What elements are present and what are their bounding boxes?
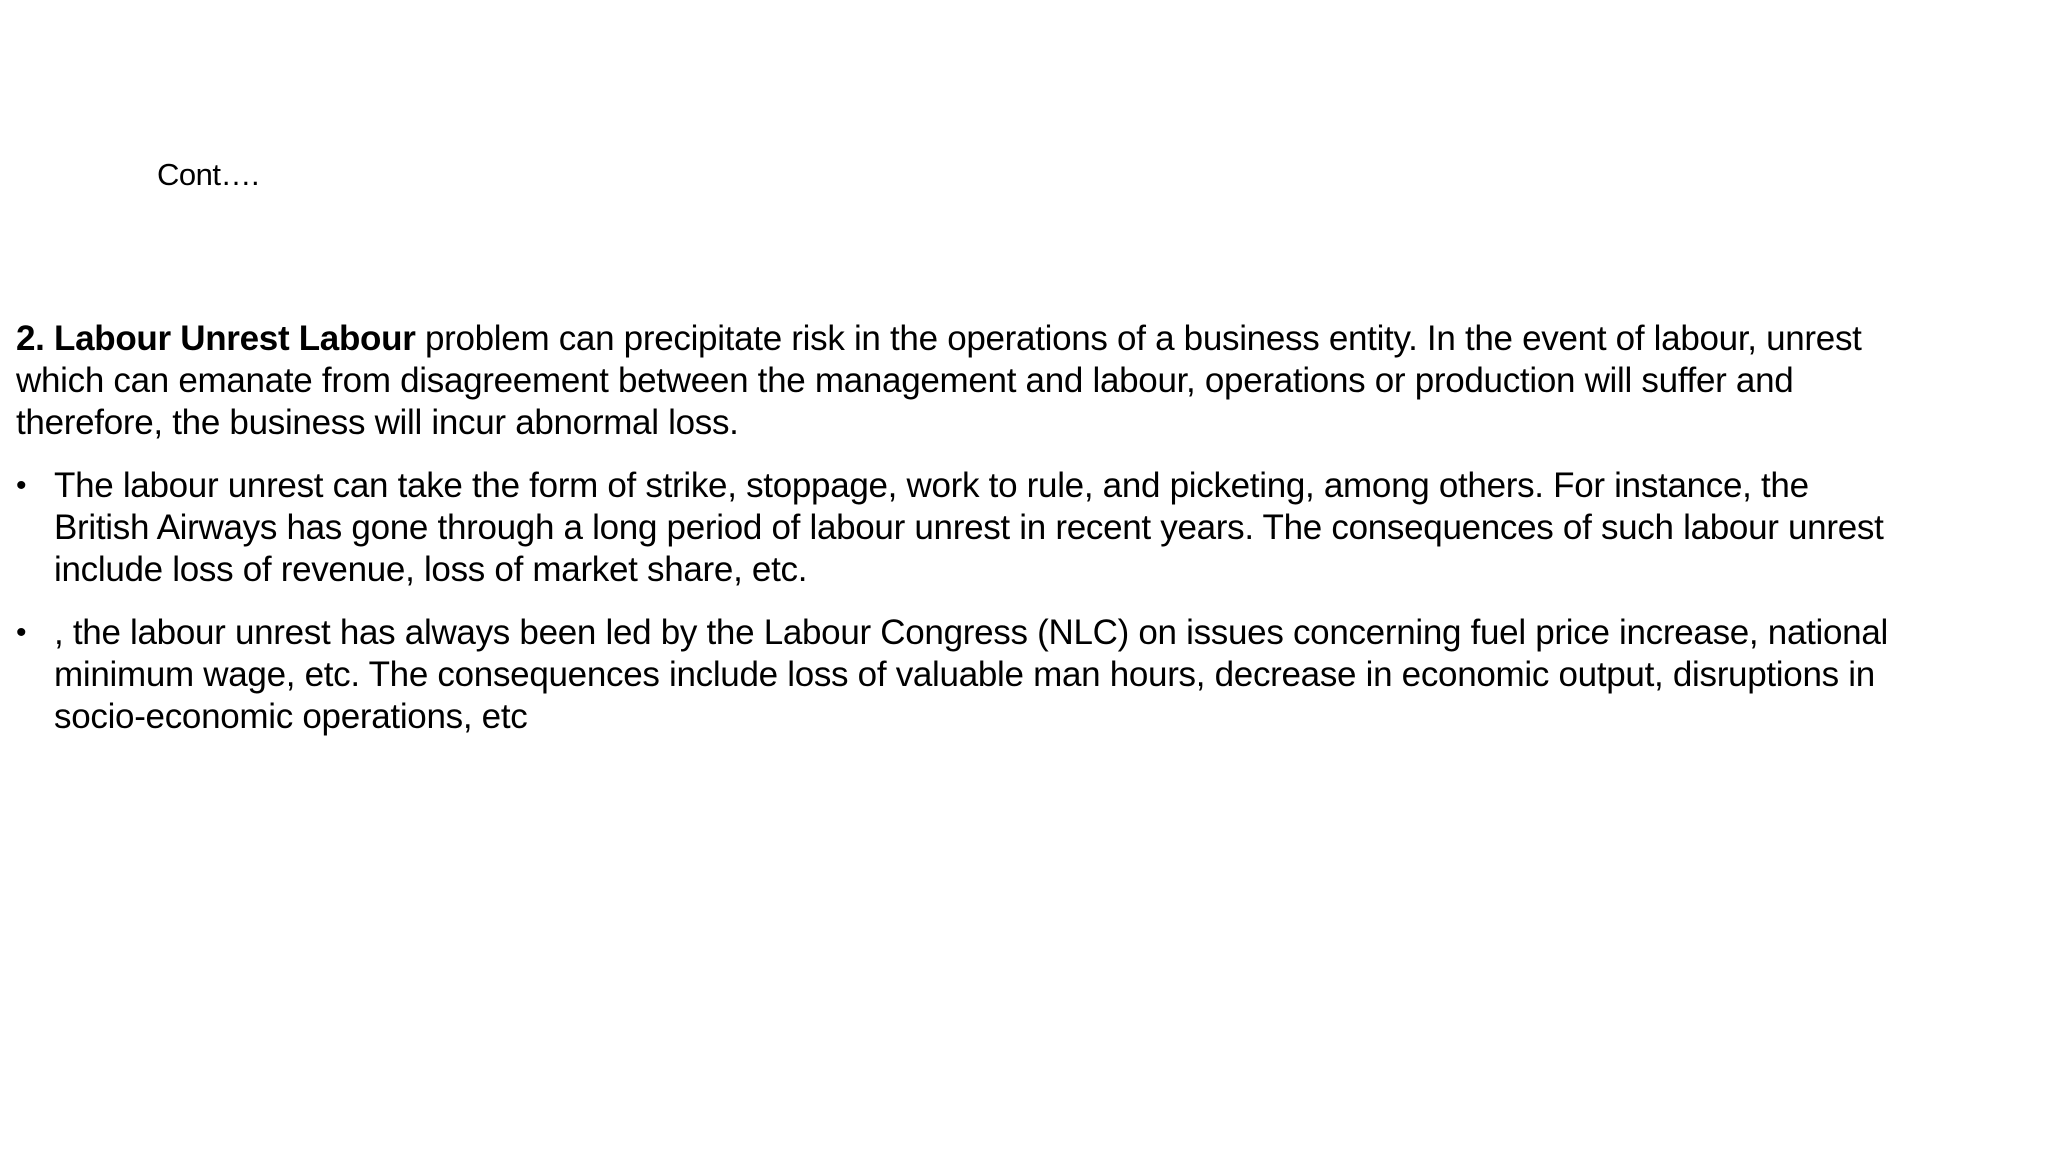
bullet-marker: • (16, 469, 27, 502)
intro-text: problem can precipitate risk in the operations of a business entity. In the event of labour, unrest which can emanate from disagreement between the management and labour, operations or production will suffer and therefore, the business will incur abnormal loss. (16, 319, 1862, 442)
bullet-item (16, 612, 1896, 738)
bullet-text: , the labour unrest has always been led by the Labour Congress (NLC) on issues concerning fuel price increase, national minimum wage, etc. The consequences include loss of valuable man hours, decrease in economic output, disruptions in socio-economic operations, etc (54, 613, 1888, 736)
slide-body (16, 318, 1896, 759)
intro-heading: 2. Labour Unrest Labour (16, 319, 416, 358)
bullet-marker: • (16, 616, 27, 649)
bullet-item (16, 465, 1896, 591)
bullet-list (16, 465, 1896, 738)
bullet-text: The labour unrest can take the form of strike, stoppage, work to rule, and picketing, among others. For instance, the British Airways has gone through a long period of labour unrest in recent years. The consequences of such labour unrest include loss of revenue, loss of market share, etc. (54, 466, 1884, 589)
slide-title: Cont…. (157, 157, 260, 192)
intro-paragraph (16, 318, 1896, 444)
